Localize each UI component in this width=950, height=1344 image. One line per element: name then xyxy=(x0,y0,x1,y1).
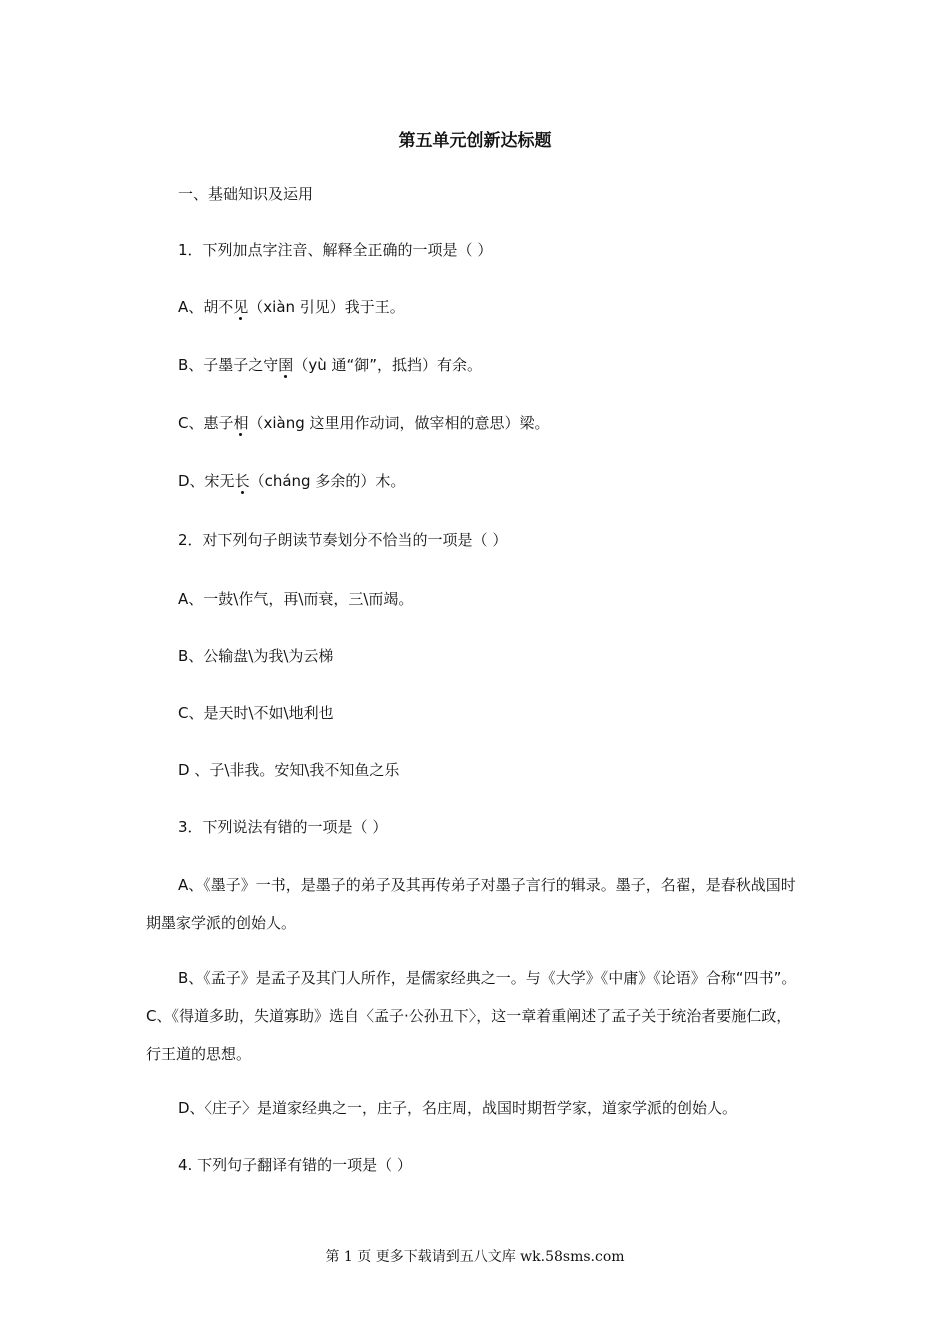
question-3-stem: 3．下列说法有错的一项是（ ） xyxy=(178,818,388,836)
question-4-stem: 4. 下列句子翻译有错的一项是（ ） xyxy=(178,1156,412,1174)
question-1-option-c xyxy=(178,413,550,433)
page-title: 第五单元创新达标题 xyxy=(398,131,552,151)
option-text: A、胡不 xyxy=(178,298,234,316)
dotted-character: 相 xyxy=(233,414,249,432)
option-text: B、子墨子之守 xyxy=(178,356,279,374)
option-text: （yù 通“御”，抵挡）有余。 xyxy=(293,356,483,374)
question-3-option-b-c xyxy=(146,959,806,1073)
question-2-stem: 2．对下列句子朗读节奏划分不恰当的一项是（ ） xyxy=(178,531,508,549)
question-1-option-a xyxy=(178,297,405,317)
page-footer: 第 1 页 更多下载请到五八文库 wk.58sms.com xyxy=(325,1249,625,1265)
question-2-option-b: B、公输盘\为我\为云梯 xyxy=(178,647,334,665)
question-1-stem: 1．下列加点字注音、解释全正确的一项是（ ） xyxy=(178,241,493,259)
question-2-option-d: D 、子\非我。安知\我不知鱼之乐 xyxy=(178,761,400,779)
question-1-option-d xyxy=(178,471,405,491)
question-2-option-c: C、是天时\不如\地利也 xyxy=(178,704,334,722)
question-3-option-a xyxy=(146,866,806,942)
dotted-character: 见 xyxy=(233,298,249,316)
dotted-character: 长 xyxy=(234,472,250,490)
question-2-option-a: A、一鼓\作气，再\而衰，三\而竭。 xyxy=(178,590,414,608)
dotted-character: 圉 xyxy=(278,356,294,374)
option-text: （xiàng 这里用作动词，做宰相的意思）梁。 xyxy=(248,414,550,432)
section-heading: 一、基础知识及运用 xyxy=(178,185,314,203)
question-3-option-d: D、〈庄子〉是道家经典之一，庄子，名庄周，战国时期哲学家，道家学派的创始人。 xyxy=(178,1099,738,1117)
paragraph-text: B、《孟子》是孟子及其门人所作，是儒家经典之一。与《大学》《中庸》《论语》合称“四书”。C、《得道多助，失道寡助》选自〈孟子·公孙丑下〉，这一章着重阐述了孟子关于统治者要施仁政，行王道的思想。 xyxy=(146,969,797,1063)
option-text: C、惠子 xyxy=(178,414,234,432)
question-1-option-b xyxy=(178,355,482,375)
paragraph-text: A、《墨子》一书，是墨子的弟子及其再传弟子对墨子言行的辑录。墨子，名翟，是春秋战国时期墨家学派的创始人。 xyxy=(146,876,796,932)
option-text: D、宋无 xyxy=(178,472,235,490)
option-text: （xiàn 引见）我于王。 xyxy=(248,298,405,316)
option-text: （cháng 多余的）木。 xyxy=(249,472,406,490)
